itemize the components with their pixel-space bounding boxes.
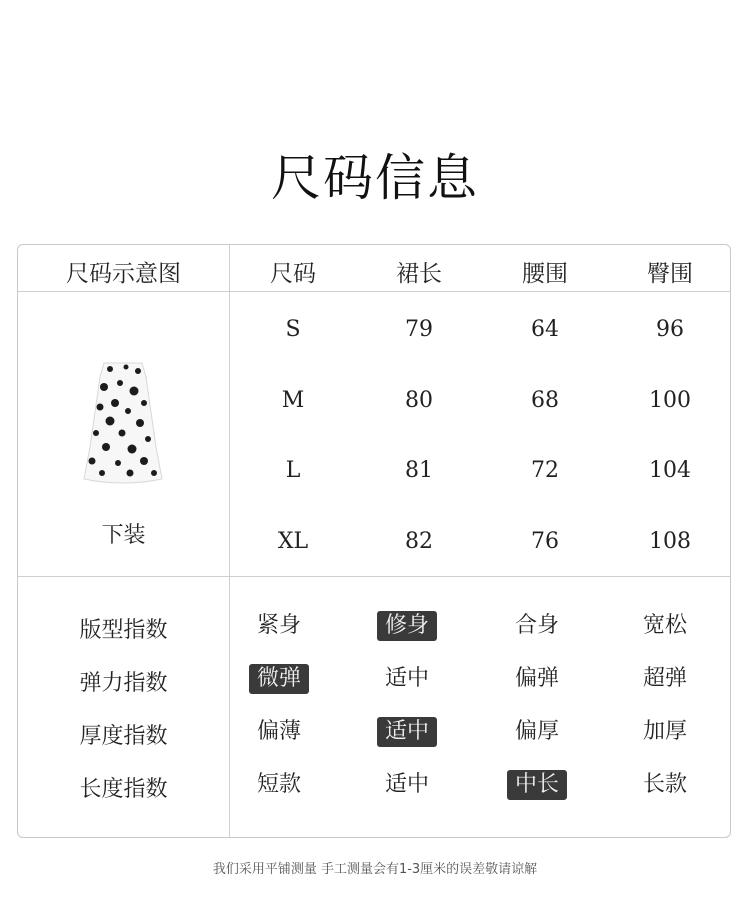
index-option: 长款 bbox=[642, 772, 687, 797]
size-table-card bbox=[17, 244, 731, 838]
header-diagram: 尺码示意图 bbox=[66, 261, 181, 287]
page-title: 尺码信息 bbox=[271, 149, 479, 207]
index-option: 适中 bbox=[384, 666, 429, 691]
index-label: 版型指数 bbox=[79, 618, 168, 643]
index-option: 偏弹 bbox=[514, 666, 559, 691]
garment-label: 下装 bbox=[101, 523, 146, 548]
length-value: 81 bbox=[405, 458, 433, 483]
index-option: 适中 bbox=[384, 772, 429, 797]
length-value: 82 bbox=[405, 529, 433, 554]
section-divider bbox=[18, 576, 730, 577]
hip-value: 104 bbox=[649, 458, 691, 483]
header-divider bbox=[18, 291, 730, 292]
size-value: M bbox=[281, 388, 305, 413]
index-option: 紧身 bbox=[256, 613, 301, 638]
hip-value: 108 bbox=[649, 529, 691, 554]
index-option: 中长 bbox=[507, 770, 567, 800]
index-option: 短款 bbox=[256, 772, 301, 797]
header-hip: 臀围 bbox=[647, 261, 693, 287]
index-option: 微弹 bbox=[249, 664, 309, 694]
waist-value: 64 bbox=[531, 317, 559, 342]
waist-value: 72 bbox=[531, 458, 559, 483]
skirt-illustration bbox=[82, 357, 164, 487]
index-option: 合身 bbox=[514, 613, 559, 638]
index-label: 弹力指数 bbox=[79, 671, 168, 696]
size-value: XL bbox=[277, 529, 309, 554]
length-value: 80 bbox=[405, 388, 433, 413]
header-size: 尺码 bbox=[270, 261, 316, 287]
hip-value: 96 bbox=[656, 317, 684, 342]
index-option: 宽松 bbox=[642, 613, 687, 638]
hip-value: 100 bbox=[649, 388, 691, 413]
waist-value: 68 bbox=[531, 388, 559, 413]
index-option: 偏厚 bbox=[514, 719, 559, 744]
size-value: L bbox=[285, 458, 301, 483]
index-label: 长度指数 bbox=[79, 777, 168, 802]
index-option: 加厚 bbox=[642, 719, 687, 744]
index-option: 修身 bbox=[377, 611, 437, 641]
waist-value: 76 bbox=[531, 529, 559, 554]
index-option: 超弹 bbox=[642, 666, 687, 691]
index-option: 偏薄 bbox=[256, 719, 301, 744]
size-value: S bbox=[285, 317, 301, 342]
length-value: 79 bbox=[405, 317, 433, 342]
footer-note: 我们采用平铺测量 手工测量会有1-3厘米的误差敬请谅解 bbox=[212, 862, 538, 877]
header-length: 裙长 bbox=[396, 261, 442, 287]
index-option: 适中 bbox=[377, 717, 437, 747]
header-waist: 腰围 bbox=[522, 261, 568, 287]
index-label: 厚度指数 bbox=[79, 724, 168, 749]
